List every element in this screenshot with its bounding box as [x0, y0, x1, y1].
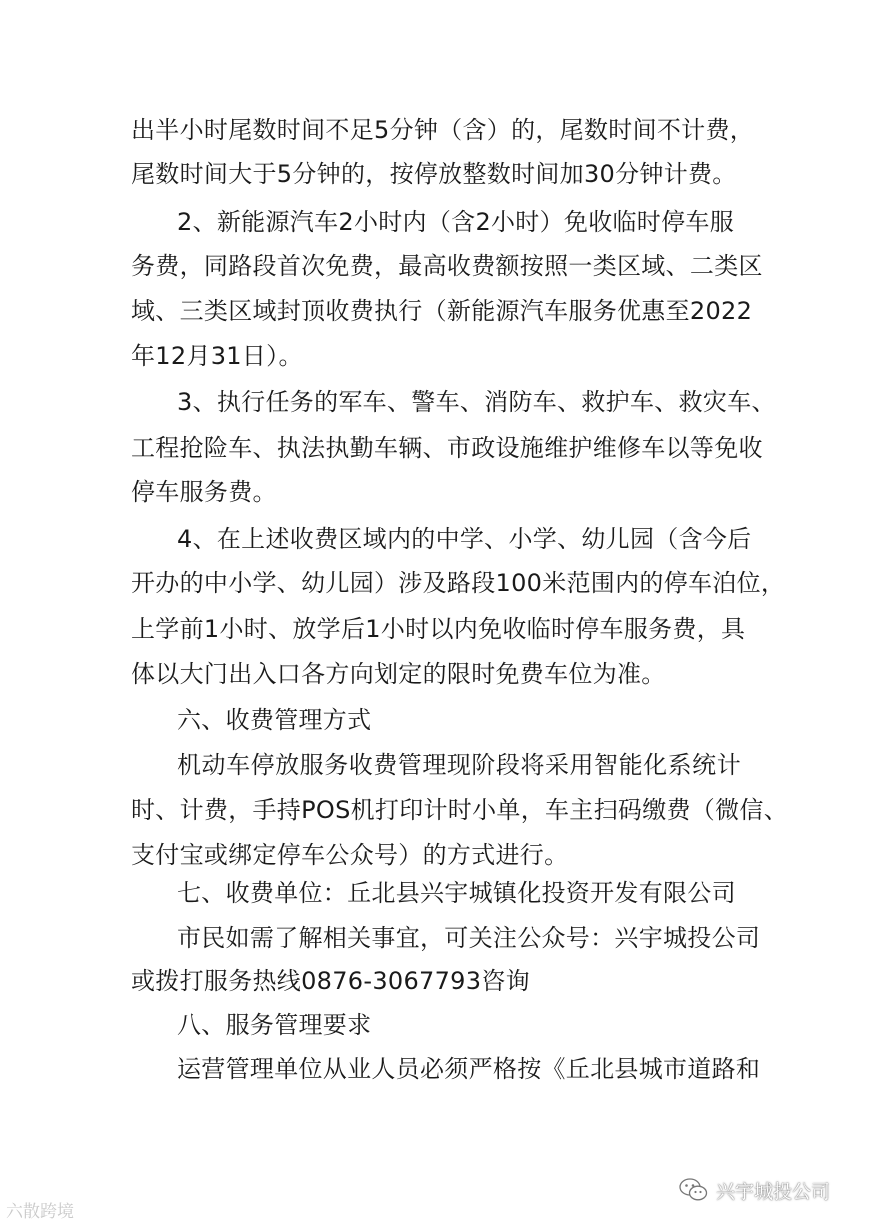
paragraph-line: 2、新能源汽车2小时内（含2小时）免收临时停车服 — [177, 208, 735, 236]
paragraph-line: 工程抢险车、执法执勤车辆、市政设施维护维修车以等免收 — [131, 434, 763, 462]
paragraph-line: 市民如需了解相关事宜，可关注公众号：兴宇城投公司 — [177, 924, 761, 952]
wechat-icon — [678, 1176, 710, 1204]
paragraph-line: 体以大门出入口各方向划定的限时免费车位为准。 — [131, 660, 666, 688]
paragraph-line: 支付宝或绑定停车公众号）的方式进行。 — [131, 841, 569, 869]
paragraph-line: 4、在上述收费区域内的中学、小学、幼儿园（含今后 — [177, 525, 752, 553]
paragraph-line: 机动车停放服务收费管理现阶段将采用智能化系统计 — [177, 751, 741, 779]
watermark-right — [678, 1176, 830, 1204]
section-heading: 六、收费管理方式 — [177, 706, 372, 734]
paragraph-line: 停车服务费。 — [131, 478, 277, 506]
paragraph-line: 年12月31日）。 — [131, 342, 303, 370]
section-heading: 七、收费单位：丘北县兴宇城镇化投资开发有限公司 — [177, 879, 736, 907]
paragraph-line: 开办的中小学、幼儿园）涉及路段100米范围内的停车泊位， — [131, 569, 786, 597]
paragraph-line: 运营管理单位从业人员必须严格按《丘北县城市道路和 — [177, 1055, 761, 1083]
paragraph-line: 或拨打服务热线0876-3067793咨询 — [131, 967, 530, 995]
paragraph-line: 尾数时间大于5分钟的，按停放整数时间加30分钟计费。 — [131, 160, 737, 188]
paragraph-line: 务费，同路段首次免费，最高收费额按照一类区域、二类区 — [131, 252, 763, 280]
account-name: 兴宇城投公司 — [716, 1180, 831, 1203]
paragraph-line: 出半小时尾数时间不足5分钟（含）的，尾数时间不计费， — [131, 116, 755, 144]
paragraph-line: 时、计费，手持POS机打印计时小单，车主扫码缴费（微信、 — [131, 796, 788, 824]
watermark-left: 六散跨境 — [6, 1202, 74, 1222]
paragraph-line: 上学前1小时、放学后1小时以内免收临时停车服务费，具 — [131, 615, 746, 643]
paragraph-line: 3、执行任务的军车、警车、消防车、救护车、救灾车、 — [177, 388, 776, 416]
section-heading: 八、服务管理要求 — [177, 1011, 372, 1039]
paragraph-line: 域、三类区域封顶收费执行（新能源汽车服务优惠至2022 — [131, 297, 753, 325]
